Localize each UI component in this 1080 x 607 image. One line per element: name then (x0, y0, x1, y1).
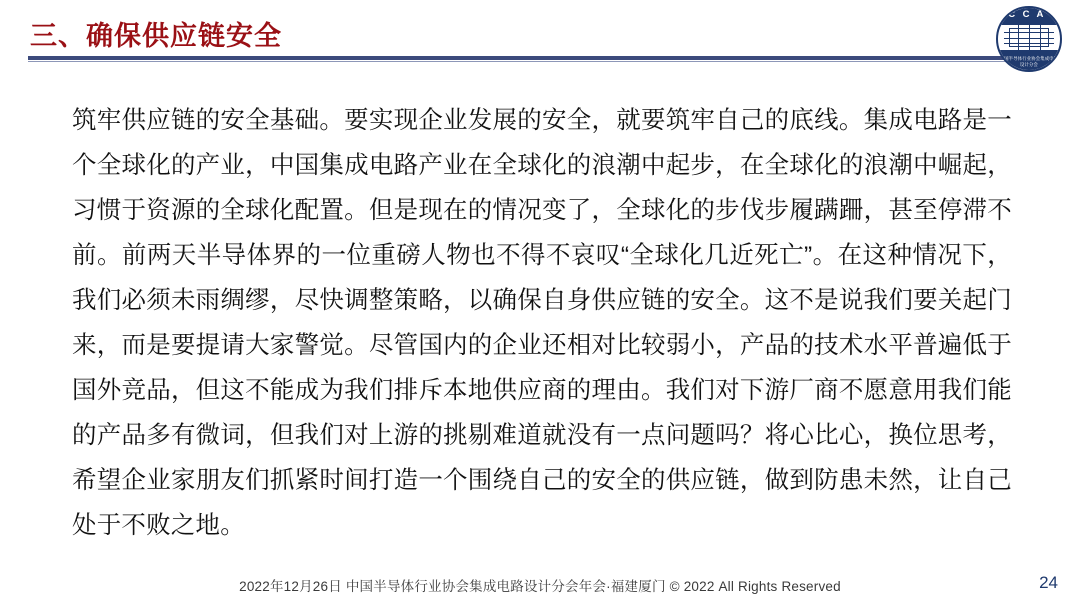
chip-pins-icon (1009, 28, 1049, 47)
page-number: 24 (1039, 573, 1058, 592)
slide-header (0, 0, 1080, 72)
slide-footer (0, 567, 1080, 607)
logo-banner-bottom (998, 50, 1060, 70)
body-paragraph: 筑牢供应链的安全基础。要实现企业发展的安全，就要筑牢自己的底线。集成电路是一个全球化的产业，中国集成电路产业在全球化的浪潮中起步，在全球化的浪潮中崛起，习惯于资源的全球化配置。但是现在的情况变了，全球化的步伐步履蹒跚，甚至停滞不前。前两天半导体界的一位重磅人物也不得不哀叹“全球化几近死亡”。在这种情况下，我们必须未雨绸缪，尽快调整策略，以确保自身供应链的安全。这不是说我们要关起门来，而是要提请大家警觉。尽管国内的企业还相对比较弱小，产品的技术水平普遍低于国外竞品，但这不能成为我们排斥本地供应商的理由。我们对下游厂商不愿意用我们能的产品多有微词，但我们对上游的挑剔难道就没有一点问题吗？将心比心，换位思考，希望企业家朋友们抓紧时间打造一个围绕自己的安全的供应链，做到防患未然，让自己处于不败之地。 (72, 107, 1012, 539)
footer-credit: 2022年12月26日 中国半导体行业协会集成电路设计分会年会·福建厦门 © 2022 All Rights Reserved (239, 579, 841, 594)
logo-subtitle: 中国半导体行业协会集成电路设计分会 (999, 56, 1059, 67)
page-title: 三、确保供应链安全 (30, 21, 282, 51)
title-divider (28, 56, 1043, 60)
logo-banner-top (998, 8, 1060, 25)
iccad-logo (996, 6, 1062, 72)
logo-letters: I C C A D (998, 9, 1060, 20)
title-divider-thin (28, 61, 1043, 62)
